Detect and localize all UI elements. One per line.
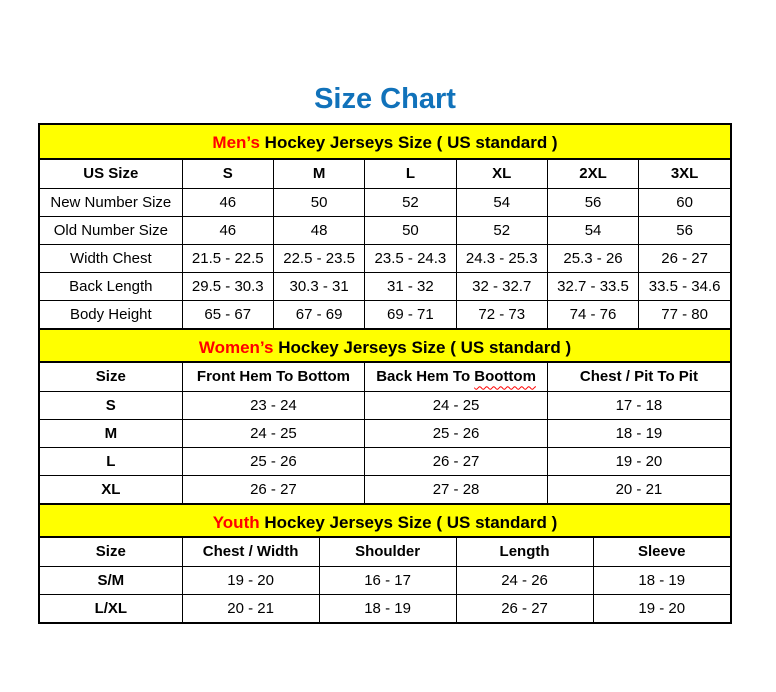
header-row: [40, 538, 730, 566]
value-cell: 19 - 20: [547, 447, 730, 475]
value-cell: 18 - 19: [593, 566, 730, 594]
table-row: [40, 447, 730, 475]
youth-table-header: [40, 538, 730, 566]
size-chart-frame: [38, 123, 732, 624]
header-cell: S: [182, 160, 273, 188]
value-cell: 24 - 25: [365, 391, 548, 419]
mens-table-header: [40, 160, 730, 188]
table-row: [40, 300, 730, 328]
womens-heading-highlight: Women’s: [198, 338, 274, 357]
value-cell: 25.3 - 26: [547, 244, 638, 272]
value-cell: 17 - 18: [547, 391, 730, 419]
value-cell: 25 - 26: [182, 447, 365, 475]
table-row: [40, 188, 730, 216]
header-cell: Chest / Width: [182, 538, 319, 566]
row-label-cell: L: [40, 447, 182, 475]
header-cell: Shoulder: [319, 538, 456, 566]
value-cell: 60: [639, 188, 730, 216]
value-cell: 52: [456, 216, 547, 244]
row-label-cell: Back Length: [40, 272, 182, 300]
value-cell: 48: [273, 216, 364, 244]
value-cell: 32.7 - 33.5: [547, 272, 638, 300]
header-cell: Front Hem To Bottom: [182, 363, 365, 391]
header-cell: 3XL: [639, 160, 730, 188]
header-cell: Sleeve: [593, 538, 730, 566]
table-row: [40, 594, 730, 622]
value-cell: 23.5 - 24.3: [365, 244, 456, 272]
value-cell: 50: [273, 188, 364, 216]
value-cell: 26 - 27: [182, 475, 365, 503]
section-womens: [40, 328, 730, 503]
header-cell: M: [273, 160, 364, 188]
value-cell: 21.5 - 22.5: [182, 244, 273, 272]
header-cell: [365, 363, 548, 391]
table-row: [40, 244, 730, 272]
value-cell: 25 - 26: [365, 419, 548, 447]
value-cell: 54: [547, 216, 638, 244]
value-cell: 77 - 80: [639, 300, 730, 328]
value-cell: 32 - 32.7: [456, 272, 547, 300]
value-cell: 33.5 - 34.6: [639, 272, 730, 300]
womens-table-body: [40, 391, 730, 503]
value-cell: 18 - 19: [319, 594, 456, 622]
mens-table-body: [40, 188, 730, 328]
value-cell: 20 - 21: [182, 594, 319, 622]
youth-section-heading: [40, 503, 730, 538]
value-cell: 46: [182, 216, 273, 244]
value-cell: 56: [547, 188, 638, 216]
youth-heading-highlight: Youth: [212, 513, 260, 532]
value-cell: 26 - 27: [365, 447, 548, 475]
womens-table-header: [40, 363, 730, 391]
value-cell: 27 - 28: [365, 475, 548, 503]
row-label-cell: M: [40, 419, 182, 447]
value-cell: 65 - 67: [182, 300, 273, 328]
value-cell: 52: [365, 188, 456, 216]
header-cell-text: Back Hem To: [376, 368, 475, 386]
value-cell: 26 - 27: [639, 244, 730, 272]
value-cell: 24 - 26: [456, 566, 593, 594]
header-row: [40, 363, 730, 391]
row-label-cell: Width Chest: [40, 244, 182, 272]
value-cell: 50: [365, 216, 456, 244]
youth-table-body: [40, 566, 730, 622]
table-row: [40, 566, 730, 594]
value-cell: 46: [182, 188, 273, 216]
value-cell: 24.3 - 25.3: [456, 244, 547, 272]
value-cell: 54: [456, 188, 547, 216]
value-cell: 16 - 17: [319, 566, 456, 594]
value-cell: 19 - 20: [593, 594, 730, 622]
section-mens: [40, 125, 730, 328]
page-title: Size Chart: [314, 83, 456, 116]
row-label-cell: S/M: [40, 566, 182, 594]
value-cell: 19 - 20: [182, 566, 319, 594]
header-cell: 2XL: [547, 160, 638, 188]
mens-section-heading: [40, 125, 730, 160]
header-cell: Length: [456, 538, 593, 566]
value-cell: 56: [639, 216, 730, 244]
value-cell: 31 - 32: [365, 272, 456, 300]
mens-size-table: [40, 160, 730, 328]
header-cell: Size: [40, 363, 182, 391]
table-row: [40, 391, 730, 419]
value-cell: 20 - 21: [547, 475, 730, 503]
header-cell: XL: [456, 160, 547, 188]
mens-heading-rest: Hockey Jerseys Size ( US standard ): [259, 133, 558, 152]
header-cell: US Size: [40, 160, 182, 188]
table-row: [40, 272, 730, 300]
section-youth: [40, 503, 730, 622]
row-label-cell: New Number Size: [40, 188, 182, 216]
value-cell: 18 - 19: [547, 419, 730, 447]
youth-size-table: [40, 538, 730, 622]
table-row: [40, 475, 730, 503]
value-cell: 24 - 25: [182, 419, 365, 447]
youth-heading-rest: Hockey Jerseys Size ( US standard ): [259, 513, 558, 532]
misspelled-word: Boottom: [474, 368, 536, 386]
value-cell: 72 - 73: [456, 300, 547, 328]
header-row: [40, 160, 730, 188]
value-cell: 26 - 27: [456, 594, 593, 622]
row-label-cell: Body Height: [40, 300, 182, 328]
row-label-cell: L/XL: [40, 594, 182, 622]
womens-size-table: [40, 363, 730, 503]
header-cell: L: [365, 160, 456, 188]
value-cell: 30.3 - 31: [273, 272, 364, 300]
row-label-cell: S: [40, 391, 182, 419]
mens-heading-highlight: Men’s: [212, 133, 260, 152]
row-label-cell: Old Number Size: [40, 216, 182, 244]
value-cell: 67 - 69: [273, 300, 364, 328]
value-cell: 22.5 - 23.5: [273, 244, 364, 272]
value-cell: 29.5 - 30.3: [182, 272, 273, 300]
value-cell: 74 - 76: [547, 300, 638, 328]
table-row: [40, 419, 730, 447]
value-cell: 69 - 71: [365, 300, 456, 328]
header-cell: Size: [40, 538, 182, 566]
table-row: [40, 216, 730, 244]
header-cell: Chest / Pit To Pit: [547, 363, 730, 391]
womens-heading-rest: Hockey Jerseys Size ( US standard ): [273, 338, 572, 357]
value-cell: 23 - 24: [182, 391, 365, 419]
womens-section-heading: [40, 328, 730, 363]
row-label-cell: XL: [40, 475, 182, 503]
